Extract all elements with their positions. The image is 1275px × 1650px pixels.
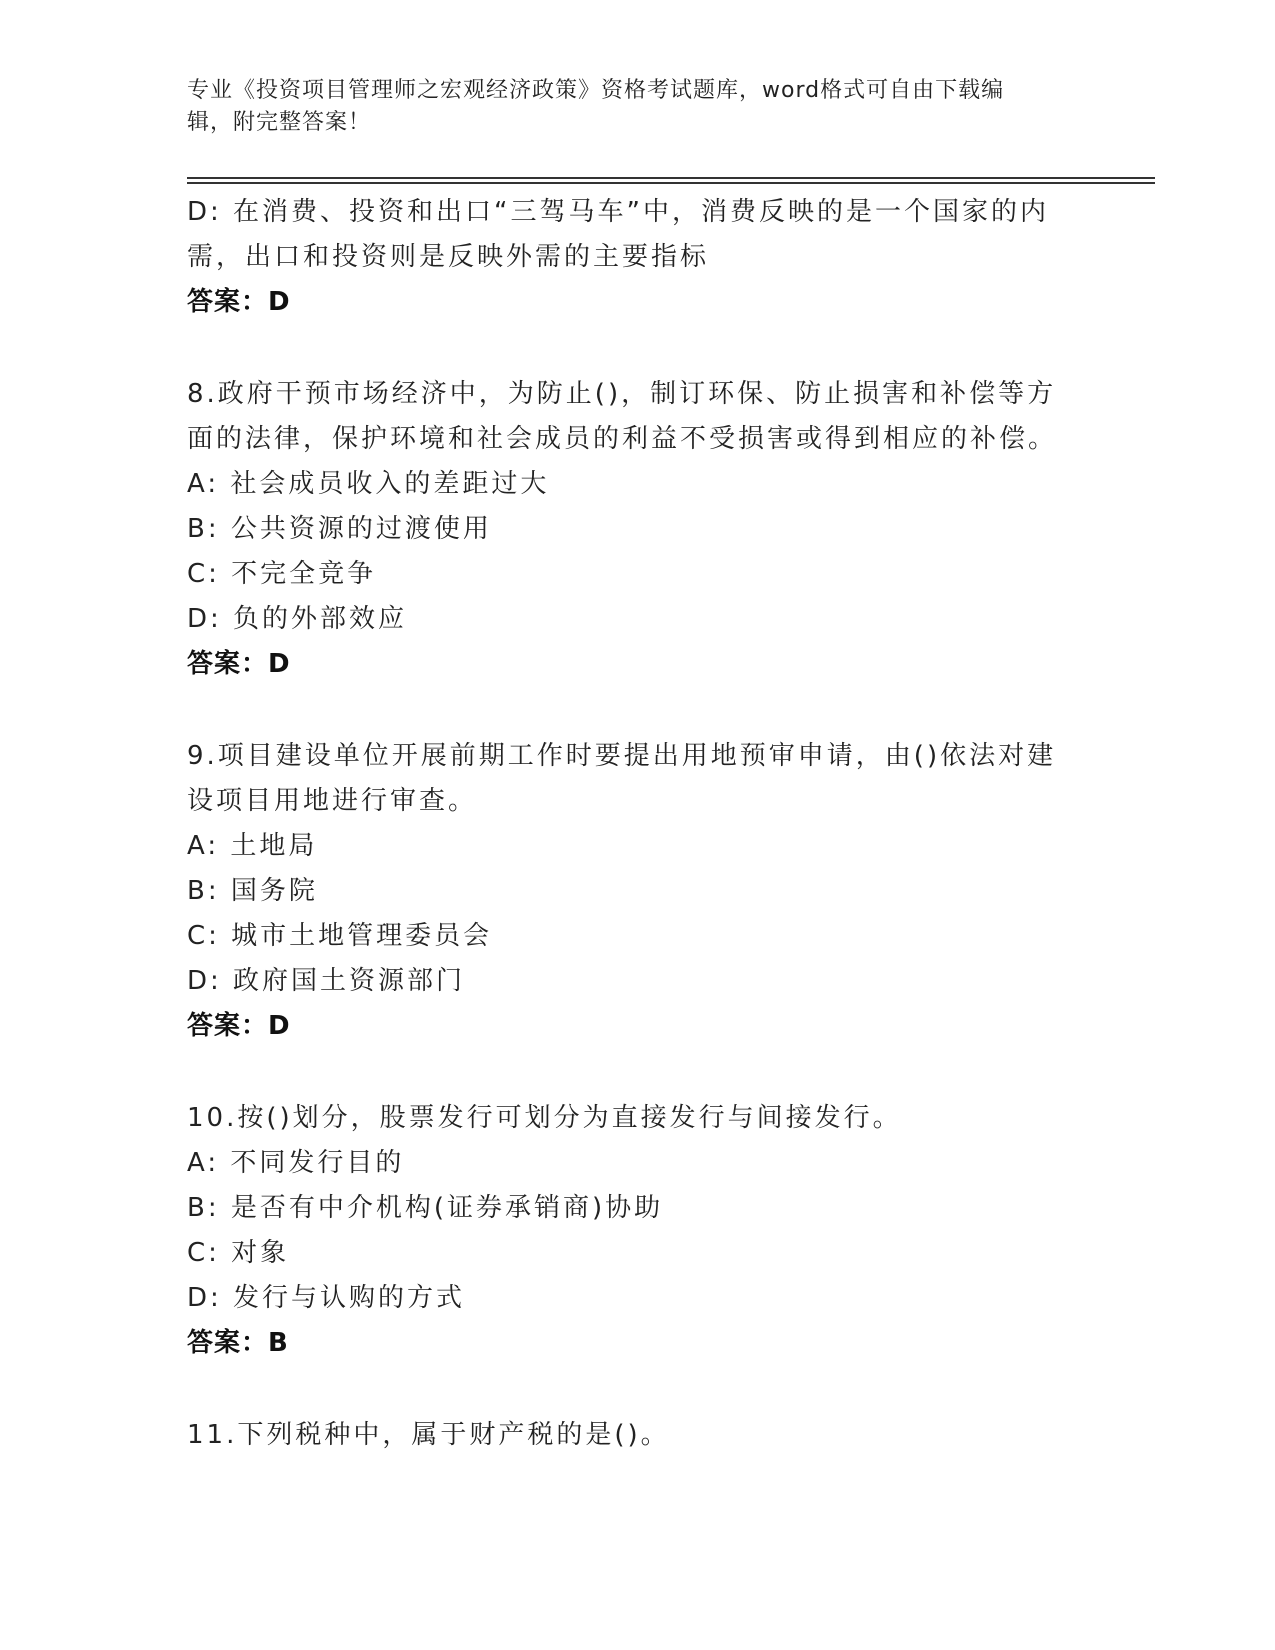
option-a: A: 社会成员收入的差距过大 [187,469,550,499]
option-a: A: 不同发行目的 [187,1148,405,1178]
spacer [187,325,1087,372]
header-note-line-2: 辑，附完整答案！ [187,110,372,135]
answer: 答案：D [187,649,291,679]
header-note [187,75,1067,139]
question-stem: 10.按()划分，股票发行可划分为直接发行与间接发行。 [187,1103,902,1133]
question-content [187,190,1087,1458]
option-d: D: 在消费、投资和出口“三驾马车”中，消费反映的是一个国家的内 [187,197,1049,227]
question-stem-continued: 面的法律，保护环境和社会成员的利益不受损害或得到相应的补偿。 [187,424,1058,454]
header-note-line-1: 专业《投资项目管理师之宏观经济政策》资格考试题库，word格式可自由下载编 [187,78,1005,103]
question-stem: 11.下列税种中，属于财产税的是()。 [187,1420,670,1450]
question-stem: 9.项目建设单位开展前期工作时要提出用地预审申请，由()依法对建 [187,741,1057,771]
answer: 答案：D [187,287,291,317]
option-b: B: 是否有中介机构(证券承销商)协助 [187,1193,664,1223]
option-c: C: 不完全竞争 [187,559,377,589]
question-10 [187,1096,1087,1366]
question-7-tail [187,190,1087,325]
option-c: C: 城市土地管理委员会 [187,921,493,951]
answer: 答案：B [187,1328,289,1358]
question-8 [187,372,1087,687]
option-a: A: 土地局 [187,831,318,861]
spacer [187,1366,1087,1413]
option-d: D: 负的外部效应 [187,604,408,634]
question-9 [187,734,1087,1049]
header-divider-bottom [187,182,1155,184]
option-d: D: 政府国土资源部门 [187,966,466,996]
option-d-continued: 需，出口和投资则是反映外需的主要指标 [187,242,710,272]
option-b: B: 国务院 [187,876,318,906]
spacer [187,687,1087,734]
spacer [187,1049,1087,1096]
answer: 答案：D [187,1011,291,1041]
question-stem: 8.政府干预市场经济中，为防止()，制订环保、防止损害和补偿等方 [187,379,1057,409]
header-divider-top [187,177,1155,179]
question-stem-continued: 设项目用地进行审查。 [187,786,478,816]
option-b: B: 公共资源的过渡使用 [187,514,492,544]
question-11 [187,1413,1087,1458]
option-d: D: 发行与认购的方式 [187,1283,466,1313]
option-c: C: 对象 [187,1238,290,1268]
